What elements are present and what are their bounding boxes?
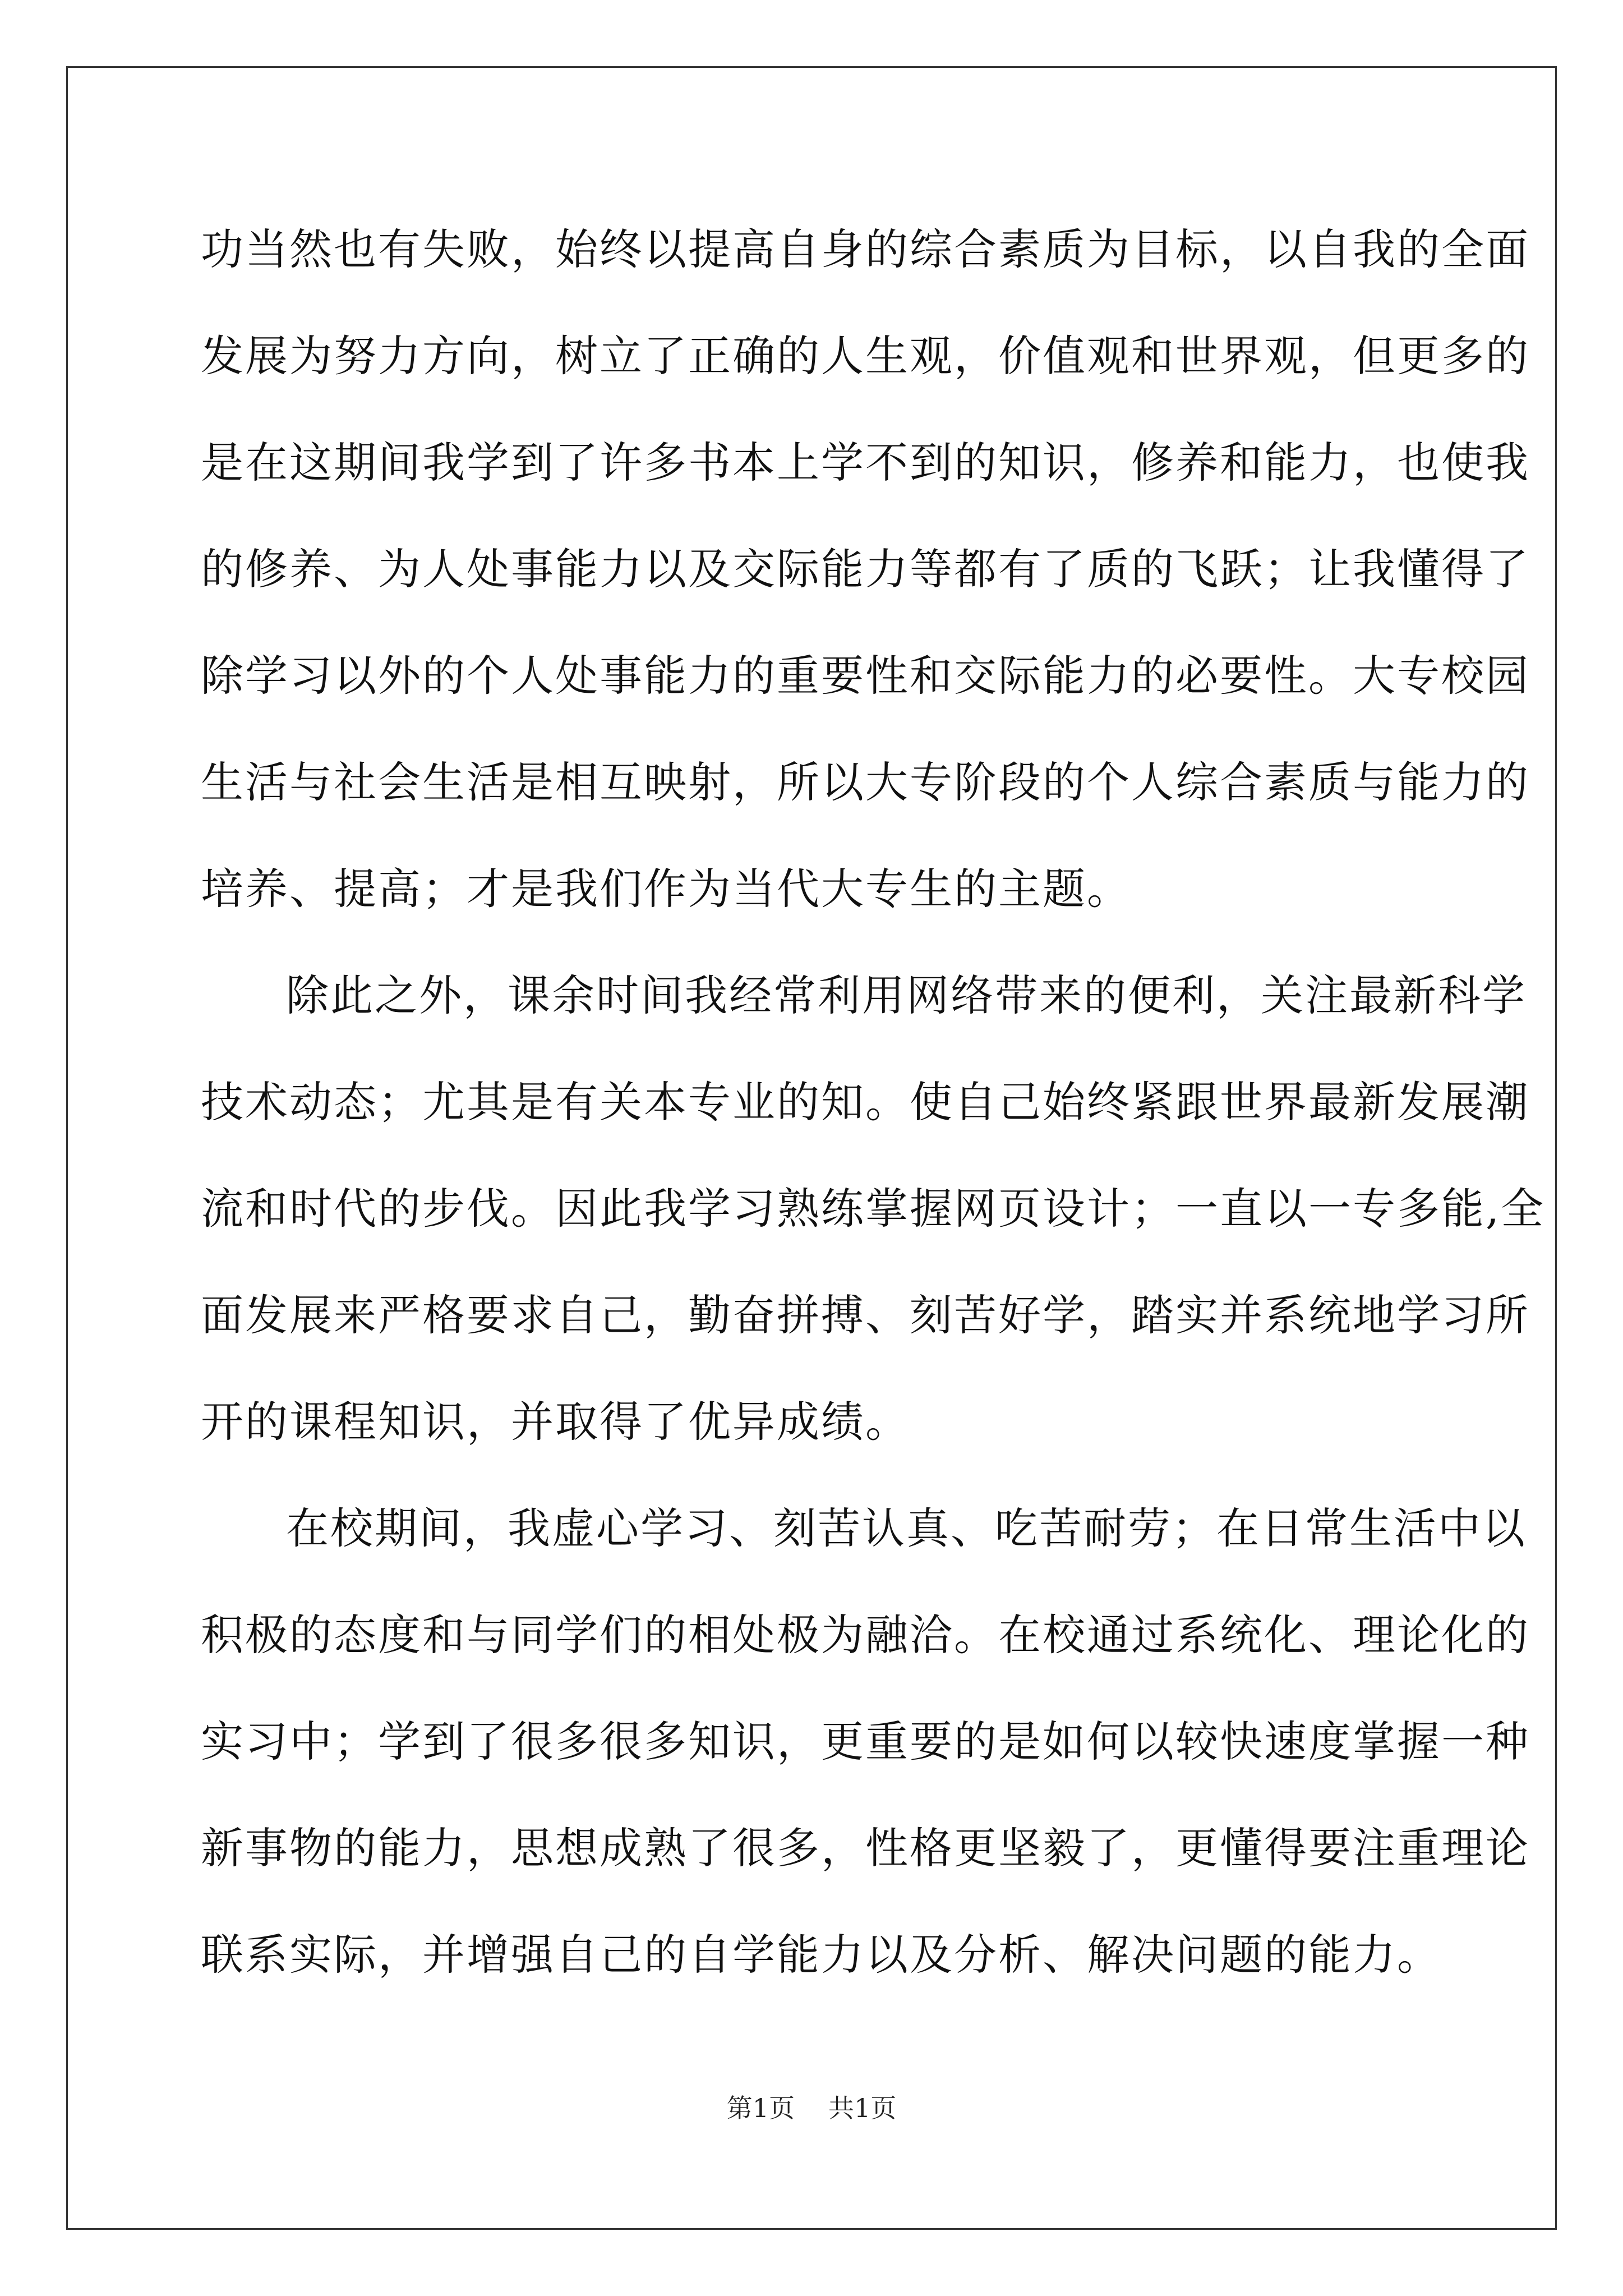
page-number-total: 共1页 xyxy=(828,2093,897,2123)
text-line: 在校期间，我虚心学习、刻苦认真、吃苦耐劳；在日常生活中以 xyxy=(286,1503,1527,1553)
document-body xyxy=(201,196,1546,2008)
text-line: 面发展来严格要求自己，勤奋拼搏、刻苦好学，踏实并系统地学习所 xyxy=(201,1290,1530,1340)
text-line: 新事物的能力，思想成熟了很多，性格更坚毅了，更懂得要注重理论 xyxy=(201,1823,1530,1873)
text-line: 生活与社会生活是相互映射，所以大专阶段的个人综合素质与能力的 xyxy=(201,757,1530,807)
text-line: 积极的态度和与同学们的相处极为融洽。在校通过系统化、理论化的 xyxy=(201,1610,1530,1660)
text-line: 是在这期间我学到了许多书本上学不到的知识，修养和能力，也使我 xyxy=(201,438,1530,487)
text-line: 的修养、为人处事能力以及交际能力等都有了质的飞跃；让我懂得了 xyxy=(201,544,1530,594)
text-line: 培养、提高；才是我们作为当代大专生的主题。 xyxy=(201,864,1131,914)
text-line: 技术动态；尤其是有关本专业的知。使自己始终紧跟世界最新发展潮 xyxy=(201,1077,1530,1127)
text-line: 功当然也有失败，始终以提高自身的综合素质为目标，以自我的全面 xyxy=(201,224,1530,274)
text-line: 实习中；学到了很多很多知识，更重要的是如何以较快速度掌握一种 xyxy=(201,1717,1530,1766)
text-line: 流和时代的步伐。因此我学习熟练掌握网页设计；一直以一专多能,全 xyxy=(201,1184,1546,1234)
page-footer xyxy=(0,2091,1623,2125)
text-line: 联系实际，并增强自己的自学能力以及分析、解决问题的能力。 xyxy=(201,1930,1441,1980)
text-line: 除学习以外的个人处事能力的重要性和交际能力的必要性。大专校园 xyxy=(201,651,1530,701)
page-number-current: 第1页 xyxy=(726,2093,795,2123)
text-line: 发展为努力方向，树立了正确的人生观，价值观和世界观，但更多的 xyxy=(201,331,1530,381)
text-line: 除此之外，课余时间我经常利用网络带来的便利，关注最新科学 xyxy=(286,970,1527,1020)
text-line: 开的课程知识，并取得了优异成绩。 xyxy=(201,1397,910,1447)
